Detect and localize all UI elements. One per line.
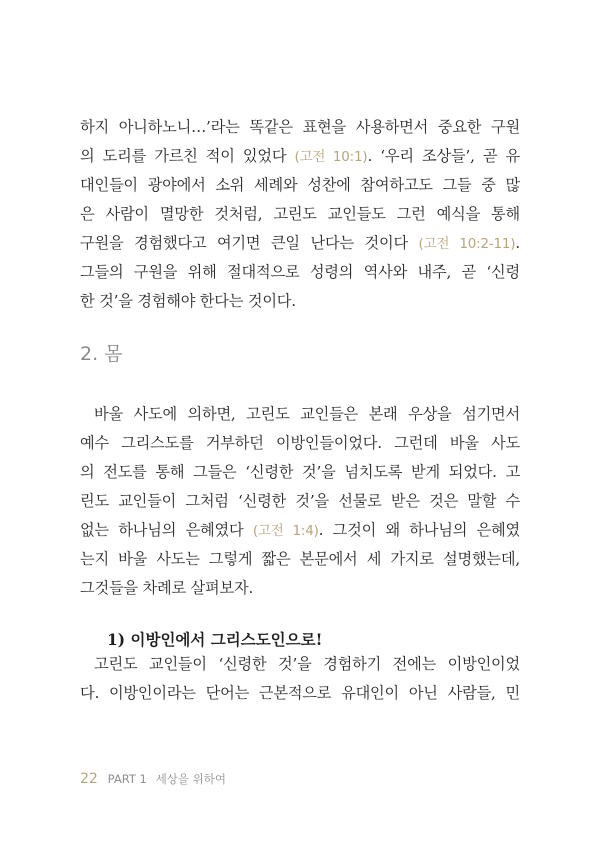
paragraph-line: 한 것’을 경험해야 한다는 것이다. xyxy=(80,292,296,310)
paragraph-1 xyxy=(80,113,520,316)
paragraph-line: 없는 하나님의 은혜였다 (고전 1:4). 그것이 왜 하나님의 은혜였 xyxy=(80,521,520,539)
page-footer xyxy=(80,771,226,787)
paragraph-3 xyxy=(80,650,520,708)
scripture-reference: (고전 1:4) xyxy=(252,523,319,539)
paragraph-line: 그것들을 차례로 살펴보자. xyxy=(80,579,254,597)
paragraph-line: 구원을 경험했다고 여기면 큰일 난다는 것이다 (고전 10:2-11). xyxy=(80,234,521,252)
paragraph-line: 예수 그리스도를 거부하던 이방인들이었다. 그런데 바울 사도 xyxy=(80,434,520,452)
paragraph-line: 그들의 구원을 위해 절대적으로 성령의 역사와 내주, 곧 ‘신령 xyxy=(80,263,520,281)
paragraph-line: 의 도리를 가르친 적이 있었다 (고전 10:1). ‘우리 조상들’, 곧 유 xyxy=(80,147,520,165)
part-label: PART 1 xyxy=(107,772,147,786)
paragraph-2 xyxy=(80,400,520,603)
sub-heading: 1) 이방인에서 그리스도인으로! xyxy=(107,630,323,649)
scripture-reference: (고전 10:2-11) xyxy=(418,236,516,252)
page-number: 22 xyxy=(80,771,98,787)
paragraph-line: 고린도 교인들이 ‘신령한 것’을 경험하기 전에는 이방인이었 xyxy=(94,655,520,673)
paragraph-line: 는지 바울 사도는 그렇게 짧은 본문에서 세 가지로 설명했는데, xyxy=(80,550,520,568)
paragraph-line: 다. 이방인이라는 단어는 근본적으로 유대인이 아닌 사람들, 민 xyxy=(80,684,520,702)
paragraph-line: 린도 교인들이 그처럼 ‘신령한 것’을 선물로 받은 것은 말할 수 xyxy=(80,492,520,510)
scripture-reference: (고전 10:1) xyxy=(294,149,368,165)
paragraph-line: 하지 아니하노니…’라는 똑같은 표현을 사용하면서 중요한 구원 xyxy=(80,118,520,136)
paragraph-line: 바울 사도에 의하면, 고린도 교인들은 본래 우상을 섬기면서 xyxy=(94,405,520,423)
paragraph-line: 대인들이 광야에서 소위 세례와 성찬에 참여하고도 그들 중 많 xyxy=(80,176,520,194)
section-heading: 2. 몸 xyxy=(80,343,123,365)
paragraph-line: 은 사람이 멸망한 것처럼, 고린도 교인들도 그런 예식을 통해 xyxy=(80,205,520,223)
part-title: 세상을 위하여 xyxy=(155,772,227,786)
paragraph-line: 의 전도를 통해 그들은 ‘신령한 것’을 넘치도록 받게 되었다. 고 xyxy=(80,463,520,481)
